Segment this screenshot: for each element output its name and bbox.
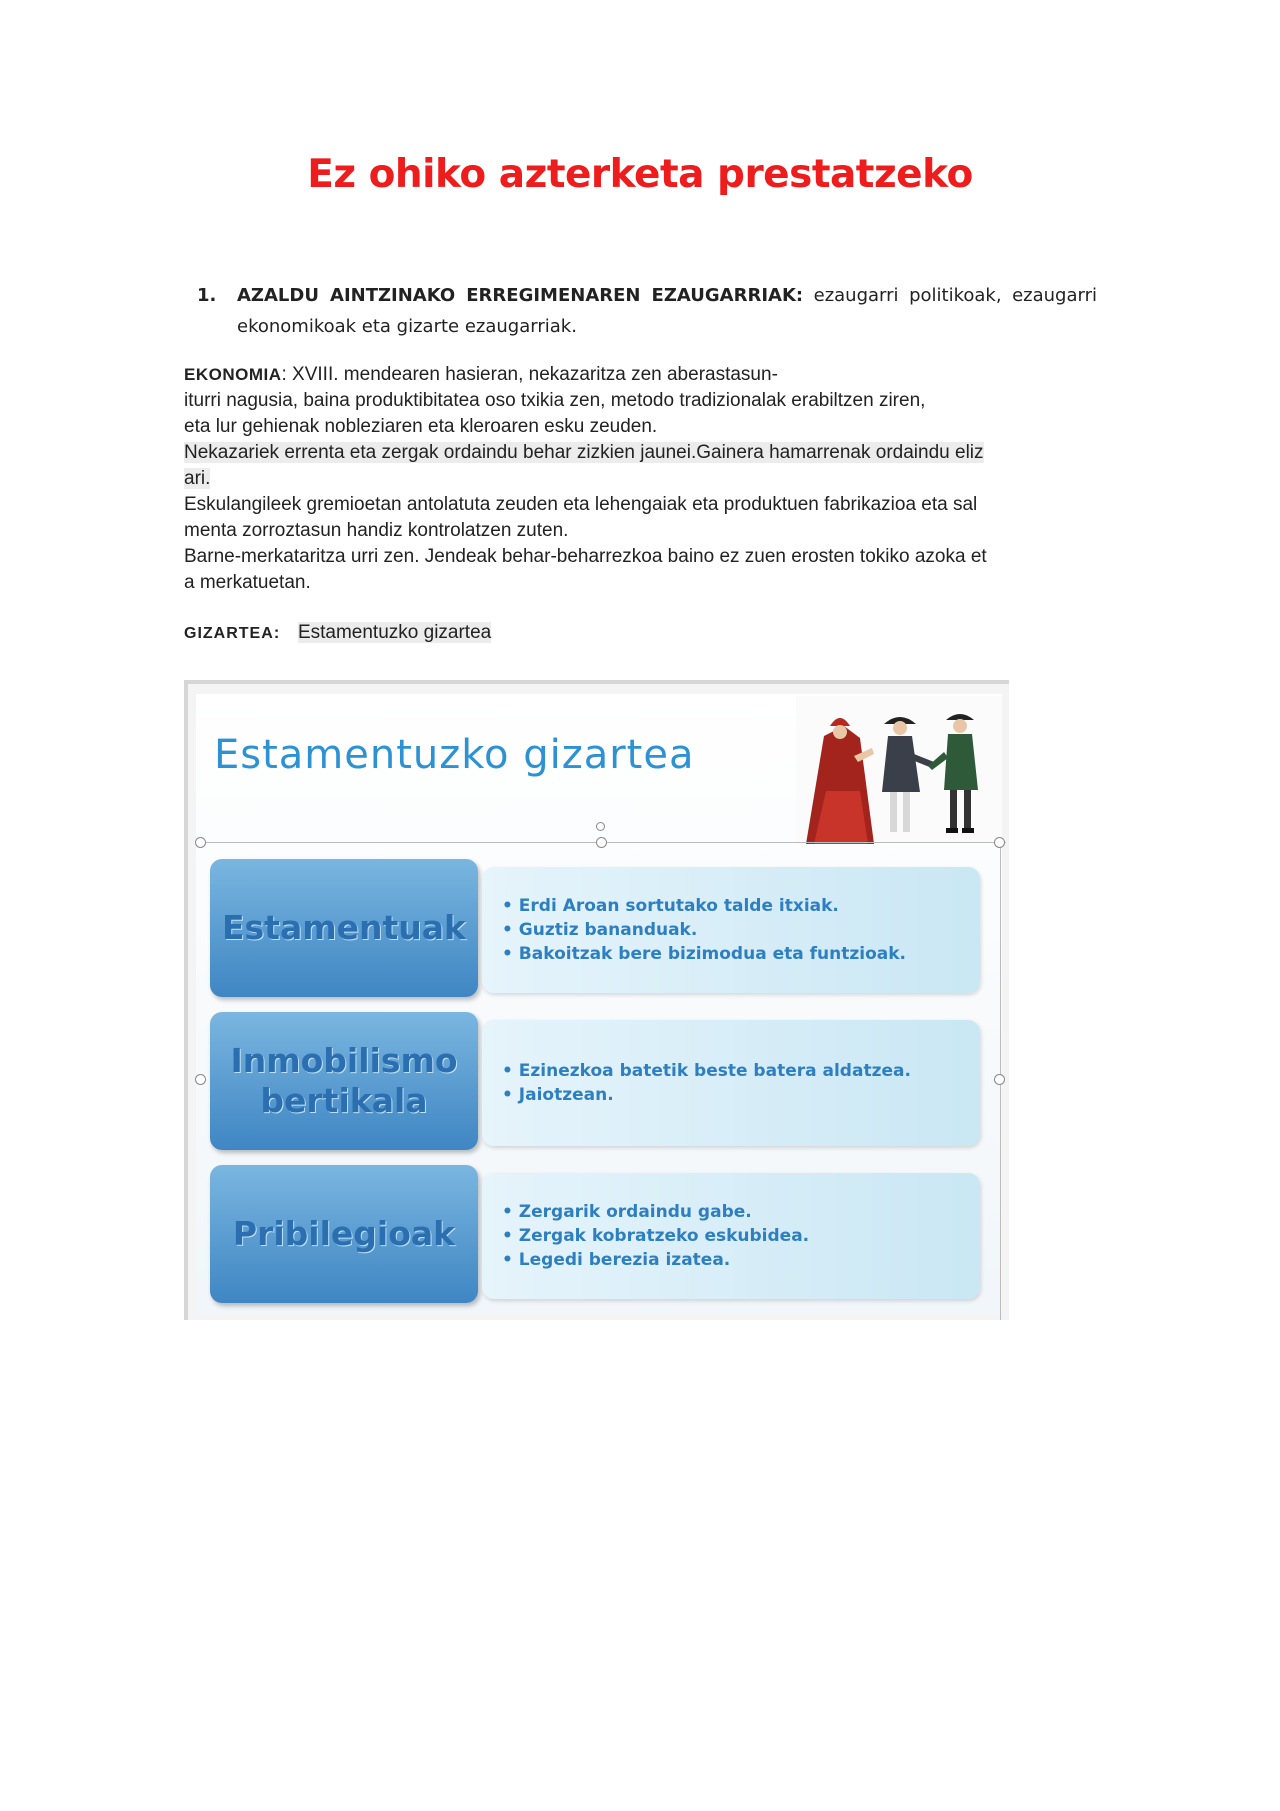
row-3-bullet: • Legedi berezia izatea. bbox=[502, 1250, 731, 1270]
gizartea-value: Estamentuzko gizartea bbox=[297, 622, 492, 643]
resize-handle-tc[interactable] bbox=[596, 837, 607, 848]
row-2-bullets bbox=[482, 1020, 980, 1146]
resize-handle-mr[interactable] bbox=[994, 1074, 1005, 1085]
question-1 bbox=[197, 280, 1097, 342]
ekonomia-line-4a: Nekazariek errenta eta zergak ordaindu behar zizkien jaunei.Gainera hamarrenak ordaindu eliz bbox=[184, 442, 984, 463]
slide-title: Estamentuzko gizartea bbox=[214, 732, 695, 778]
slide-row-2 bbox=[210, 1012, 980, 1150]
row-2-heading-box bbox=[210, 1012, 478, 1150]
ekonomia-line-1 bbox=[184, 362, 1104, 388]
question-number: 1. bbox=[197, 285, 217, 306]
row-2-bullet: • Jaiotzean. bbox=[502, 1085, 614, 1105]
ekonomia-intro: XVIII. mendearen hasieran, nekazaritza zen aberastasun- bbox=[286, 364, 778, 385]
row-3-heading: Pribilegioak bbox=[232, 1214, 456, 1253]
ekonomia-line-4b: ari. bbox=[184, 468, 211, 489]
ekonomia-line-6a: Barne-merkataritza urri zen. Jendeak behar-beharrezkoa baino ez zuen erosten tokiko azoka et bbox=[184, 546, 987, 567]
ekonomia-line-2: iturri nagusia, baina produktibitatea oso txikia zen, metodo tradizionalak erabiltzen ziren, bbox=[184, 390, 926, 411]
row-3-bullet: • Zergarik ordaindu gabe. bbox=[502, 1202, 752, 1222]
row-2-heading-line1: Inmobilismo bbox=[230, 1041, 458, 1080]
row-3-heading-box bbox=[210, 1165, 478, 1303]
gizartea-line bbox=[184, 620, 1104, 647]
gizartea-label: GIZARTEA bbox=[184, 625, 274, 642]
question-text bbox=[237, 280, 1097, 342]
question-rest: ezaugarri politikoak, ezaugarri ekonomikoak eta gizarte ezaugarriak. bbox=[237, 285, 1097, 337]
estates-people-illustration bbox=[796, 696, 1002, 844]
ekonomia-line-6b: a merkatuetan. bbox=[184, 572, 311, 593]
row-3-bullets bbox=[482, 1173, 980, 1299]
row-2-heading bbox=[230, 1041, 457, 1121]
slide-row-3 bbox=[210, 1165, 980, 1303]
ekonomia-line-4 bbox=[184, 440, 1104, 466]
ekonomia-line-5b: menta zorroztasun handiz kontrolatzen zuten. bbox=[184, 520, 569, 541]
page-title: Ez ohiko azterketa prestatzeko bbox=[307, 152, 973, 197]
row-1-bullet: • Erdi Aroan sortutako talde itxiak. bbox=[502, 896, 839, 916]
slide-image[interactable] bbox=[184, 680, 1009, 1320]
gizartea-colon: : bbox=[273, 623, 280, 642]
row-1-heading: Estamentuak bbox=[222, 908, 466, 947]
resize-handle-ml[interactable] bbox=[195, 1074, 206, 1085]
row-1-bullet: • Guztiz bananduak. bbox=[502, 920, 698, 940]
row-1-bullet: • Bakoitzak bere bizimodua eta funtzioak. bbox=[502, 944, 906, 964]
resize-handle-tl[interactable] bbox=[195, 837, 206, 848]
rotate-handle[interactable] bbox=[596, 822, 605, 831]
question-lead: AZALDU AINTZINAKO ERREGIMENAREN EZAUGARRIAK: bbox=[237, 285, 804, 306]
ekonomia-line-4b-wrap bbox=[184, 466, 1104, 492]
row-1-bullets bbox=[482, 867, 980, 993]
ekonomia-label: EKONOMIA bbox=[184, 365, 282, 384]
row-2-heading-line2: bertikala bbox=[260, 1081, 428, 1120]
row-2-bullet: • Ezinezkoa batetik beste batera aldatzea. bbox=[502, 1061, 911, 1081]
slide-row-1 bbox=[210, 859, 980, 997]
ekonomia-line-3: eta lur gehienak nobleziaren eta kleroaren esku zeuden. bbox=[184, 416, 658, 437]
ekonomia-colon: : bbox=[281, 364, 287, 385]
ekonomia-line-5a: Eskulangileek gremioetan antolatuta zeuden eta lehengaiak eta produktuen fabrikazioa eta sal bbox=[184, 494, 978, 515]
resize-handle-tr[interactable] bbox=[994, 837, 1005, 848]
row-3-bullet: • Zergak kobratzeko eskubidea. bbox=[502, 1226, 810, 1246]
row-1-heading-box bbox=[210, 859, 478, 997]
slide-canvas bbox=[196, 694, 1002, 1314]
